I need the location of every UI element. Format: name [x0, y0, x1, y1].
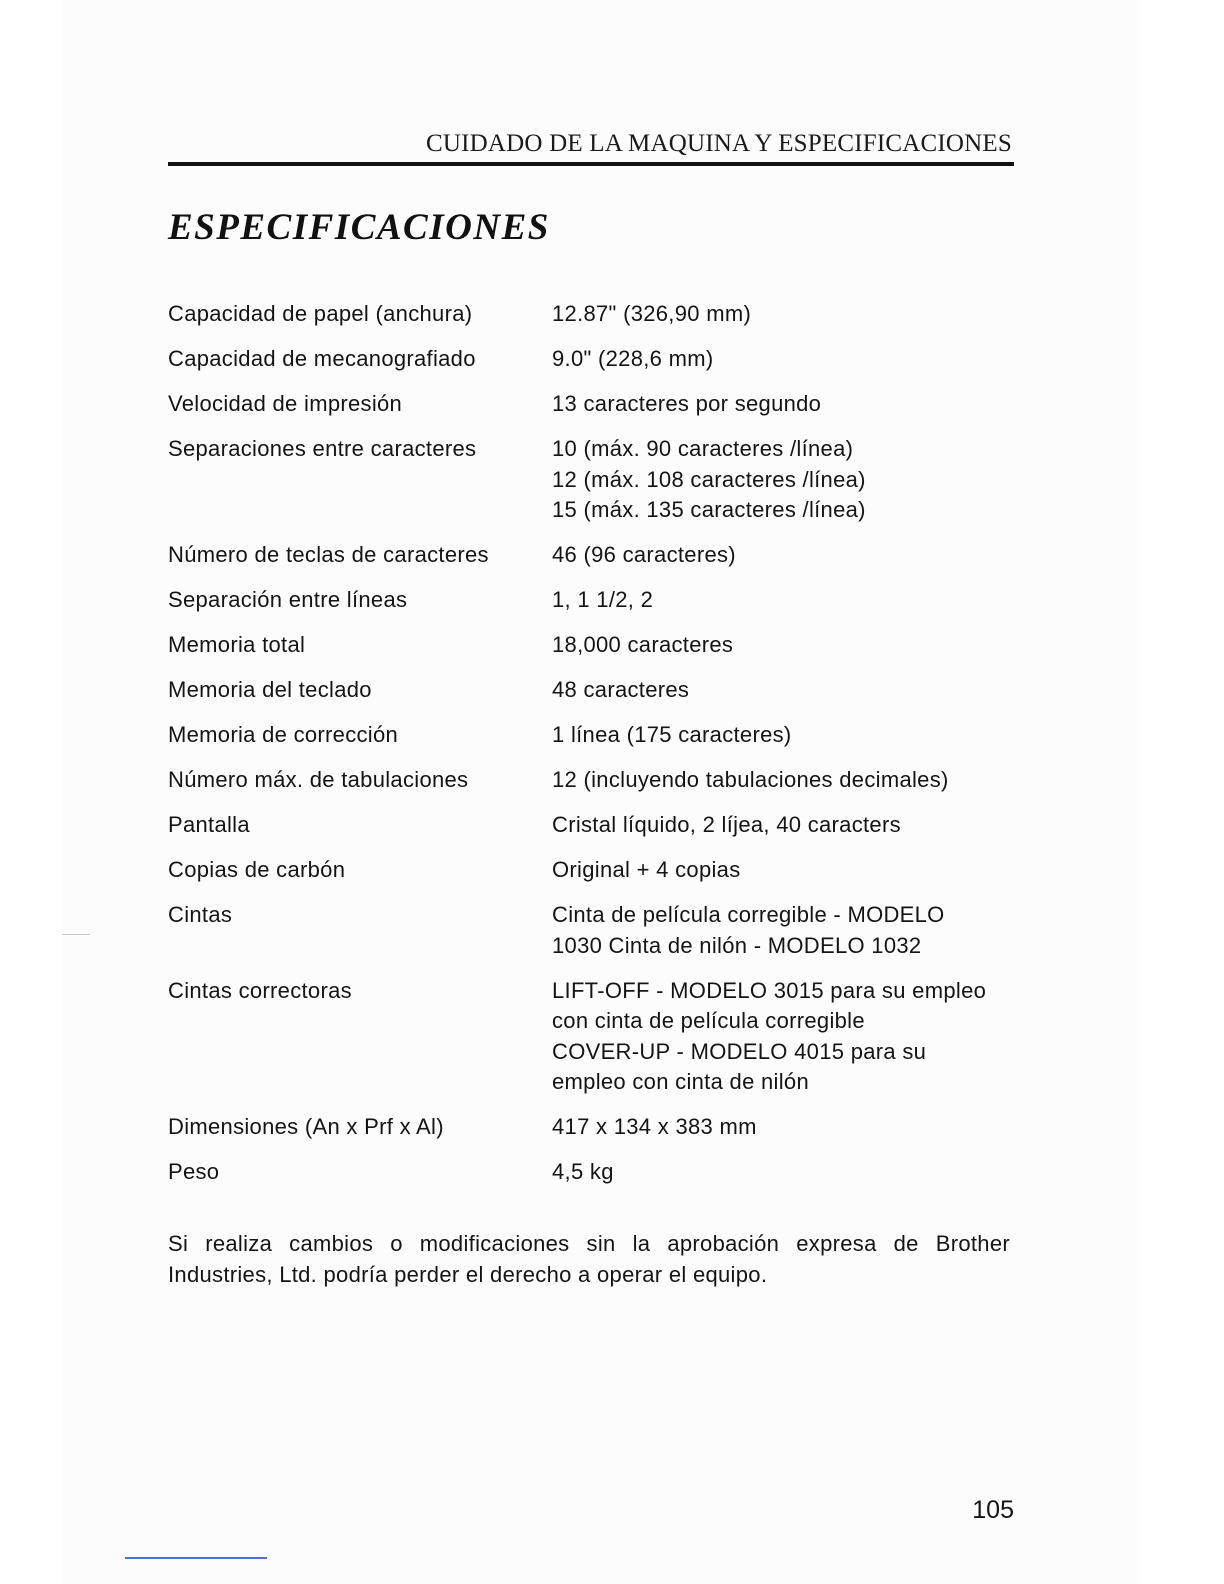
- spec-row: [168, 765, 1028, 796]
- spec-label: Pantalla: [168, 812, 250, 837]
- spec-row: [168, 675, 1028, 706]
- spec-value: [552, 540, 1028, 571]
- spec-value: [552, 630, 1028, 661]
- spec-value-line: 12 (máx. 108 caracteres /línea): [552, 466, 866, 492]
- spec-label: Cintas: [168, 902, 233, 927]
- spec-row: [168, 434, 1028, 526]
- spec-label: Copias de carbón: [168, 857, 346, 882]
- spec-row: [168, 540, 1028, 571]
- spec-value-line: 48 caracteres: [552, 677, 690, 702]
- spec-label: Cintas correctoras: [168, 977, 352, 1003]
- spec-row: [168, 900, 1028, 961]
- spec-value: [552, 1157, 1028, 1188]
- spec-label: Número máx. de tabulaciones: [168, 767, 469, 792]
- spec-label: Dimensiones (An x Prf x Al): [168, 1114, 444, 1139]
- spec-value: [552, 855, 1028, 886]
- section-title: ESPECIFICACIONES: [168, 207, 550, 248]
- spec-value-line: Cristal líquido, 2 líjea, 40 caracters: [552, 812, 901, 837]
- page-number: 105: [972, 1496, 1014, 1524]
- spec-value: [552, 1112, 1028, 1143]
- spec-value-line: 4,5 kg: [552, 1159, 614, 1184]
- spec-value-line: 1, 1 1/2, 2: [552, 587, 654, 612]
- spec-value-line: 9.0" (228,6 mm): [552, 346, 714, 371]
- spec-row: [168, 344, 1028, 375]
- spec-label: Memoria de corrección: [168, 722, 399, 747]
- spec-row: [168, 1157, 1028, 1188]
- running-header: CUIDADO DE LA MAQUINA Y ESPECIFICACIONES: [425, 130, 1012, 157]
- spec-value-line: con cinta de película corregible: [552, 1008, 865, 1033]
- spec-value-line: 1 línea (175 caracteres): [552, 722, 792, 747]
- spec-label: Separación entre líneas: [168, 587, 408, 612]
- margin-mark: [62, 934, 90, 935]
- spec-value-line: 12 (incluyendo tabulaciones decimales): [552, 767, 949, 792]
- spec-value-line: 10 (máx. 90 caracteres /línea): [552, 436, 854, 461]
- spec-row: [168, 1112, 1028, 1143]
- spec-value: [552, 585, 1028, 616]
- spec-value: [552, 299, 1028, 330]
- spec-value-line: 18,000 caracteres: [552, 632, 734, 657]
- spec-value: [552, 900, 1028, 961]
- spec-value-line: COVER-UP - MODELO 4015 para su: [552, 1038, 927, 1064]
- spec-value: [552, 976, 1028, 1098]
- spec-value-line: LIFT-OFF - MODELO 3015 para su empleo: [552, 977, 987, 1003]
- spec-row: [168, 389, 1028, 420]
- spec-row: [168, 976, 1028, 1098]
- spec-value-line: 15 (máx. 135 caracteres /línea): [552, 497, 866, 522]
- spec-label: Capacidad de papel (anchura): [168, 301, 473, 326]
- spec-value: [552, 675, 1028, 706]
- spec-value-line: Original + 4 copias: [552, 857, 741, 882]
- spec-row: [168, 720, 1028, 751]
- spec-label: Capacidad de mecanografiado: [168, 346, 476, 371]
- spec-value: [552, 434, 1028, 526]
- spec-value: [552, 810, 1028, 841]
- spec-table: [168, 299, 1028, 1202]
- spec-row: [168, 810, 1028, 841]
- spec-row: [168, 299, 1028, 330]
- spec-row: [168, 585, 1028, 616]
- spec-value-line: 417 x 134 x 383 mm: [552, 1114, 757, 1139]
- spec-row: [168, 855, 1028, 886]
- spec-value-line: 12.87" (326,90 mm): [552, 301, 752, 326]
- spec-value: [552, 720, 1028, 751]
- spec-label: Separaciones entre caracteres: [168, 436, 477, 461]
- spec-value: [552, 344, 1028, 375]
- spec-label: Memoria total: [168, 632, 306, 657]
- spec-label: Número de teclas de caracteres: [168, 542, 489, 567]
- header-rule: [168, 162, 1014, 166]
- spec-label: Peso: [168, 1159, 220, 1184]
- spec-row: [168, 630, 1028, 661]
- spec-label: Velocidad de impresión: [168, 391, 403, 416]
- spec-label: Memoria del teclado: [168, 677, 372, 702]
- spec-value-line: Cinta de película corregible - MODELO: [552, 902, 945, 927]
- bottom-link-underline: [125, 1557, 267, 1559]
- spec-value: [552, 389, 1028, 420]
- spec-value-line: 1030 Cinta de nilón - MODELO 1032: [552, 932, 922, 958]
- legal-note: Si realiza cambios o modificaciones sin la aprobación expresa de Brother Industries, Ltd. podría perder el derecho a operar el equipo.: [168, 1231, 1010, 1287]
- spec-value-line: 13 caracteres por segundo: [552, 391, 822, 416]
- spec-value-line: empleo con cinta de nilón: [552, 1069, 809, 1094]
- spec-value-line: 46 (96 caracteres): [552, 542, 736, 567]
- spec-value: [552, 765, 1028, 796]
